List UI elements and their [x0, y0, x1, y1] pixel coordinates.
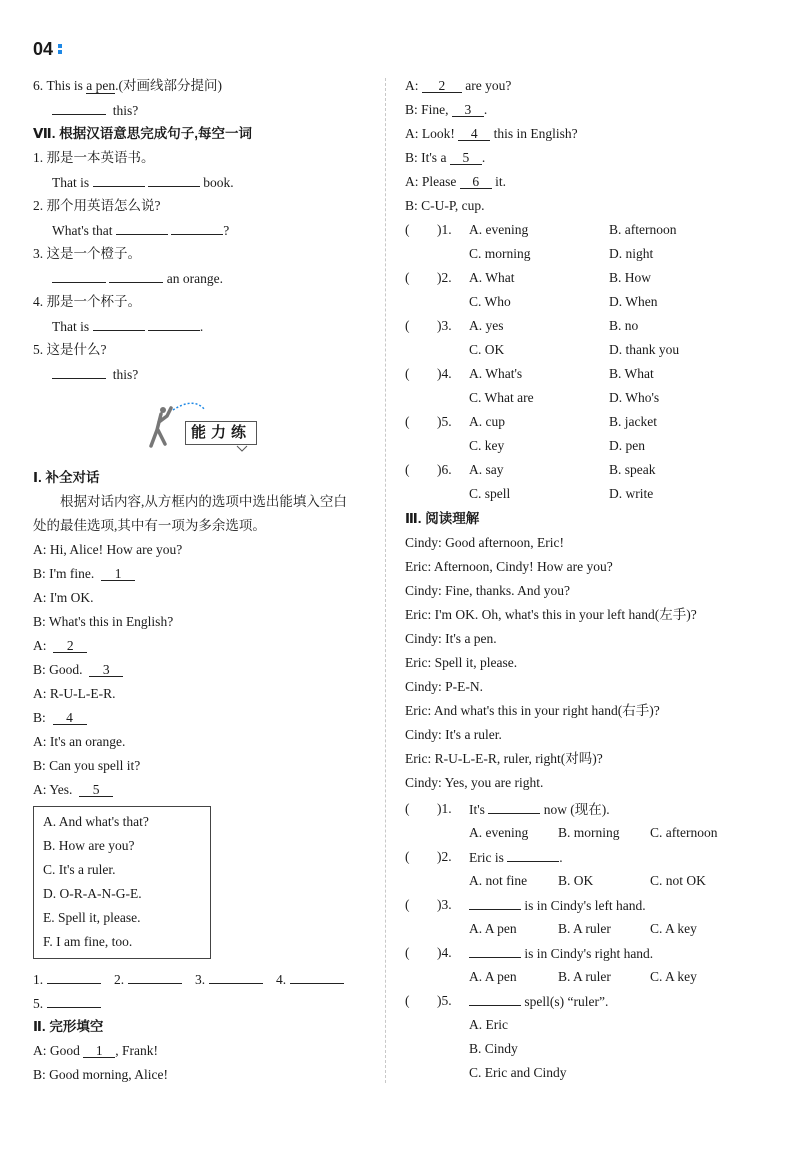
rq-option: C. not OK	[650, 873, 706, 888]
dialog-line: A: Hi, Alice! How are you?	[33, 542, 183, 557]
mc-option: A. What	[469, 270, 515, 285]
page-number: 04	[33, 39, 54, 59]
mc-option: C. What are	[469, 390, 534, 405]
mc-option: A. evening	[469, 222, 529, 237]
sec1-instruction-line-2: 处的最佳选项,其中有一项为多余选项。	[33, 518, 266, 533]
cloze-line: B: Fine, 3 .	[405, 102, 488, 117]
sec7-item-5-cn: 5. 这是什么?	[33, 342, 107, 357]
passage-line: Cindy: P-E-N.	[405, 679, 484, 694]
mc-option: D. Who's	[609, 390, 660, 405]
rq-option: B. A ruler	[558, 969, 611, 984]
rq-option: A. Eric	[469, 1017, 508, 1032]
rq-stem: Eric is .	[469, 850, 563, 865]
mc-number: )3.	[437, 318, 452, 333]
rq-option: A. not fine	[469, 873, 528, 888]
cloze-line: A: Look! 4 this in English?	[405, 126, 578, 141]
mc-option: C. Who	[469, 294, 511, 309]
section-1-title: Ⅰ. 补全对话	[33, 470, 100, 485]
mc-option: C. morning	[469, 246, 531, 261]
mc-option: D. write	[609, 486, 654, 501]
section-2-title: Ⅱ. 完形填空	[33, 1019, 104, 1034]
rq-option: B. OK	[558, 873, 594, 888]
question-6: 6. This is a pen.(对画线部分提问)	[33, 78, 222, 93]
rq-paren: (	[405, 849, 410, 864]
cloze-line: B: It's a 5 .	[405, 150, 486, 165]
section-3-title: Ⅲ. 阅读理解	[405, 511, 480, 526]
sec7-item-4-en: That is .	[52, 319, 204, 334]
mc-option: D. When	[609, 294, 658, 309]
sec7-item-1-en: That is book.	[52, 175, 234, 190]
mc-option: C. key	[469, 438, 505, 453]
sec7-item-3-cn: 3. 这是一个橙子。	[33, 246, 141, 261]
mc-option: B. How	[609, 270, 652, 285]
rq-option: C. A key	[650, 921, 697, 936]
mc-number: )4.	[437, 366, 452, 381]
sec7-item-2-en: What's that ?	[52, 223, 230, 238]
cloze-line: A: Good 1 , Frank!	[33, 1043, 158, 1058]
sec7-item-3-en: an orange.	[52, 269, 223, 288]
option-item: F. I am fine, too.	[43, 934, 133, 949]
dialog-line: A: Yes. 5	[33, 781, 113, 799]
rq-option: A. A pen	[469, 921, 517, 936]
sec1-instruction-line-1: 根据对话内容,从方框内的选项中选出能填入空白	[60, 494, 347, 509]
dialog-line: A: 2	[33, 637, 87, 655]
dialog-line: A: It's an orange.	[33, 734, 126, 749]
option-item: B. How are you?	[43, 838, 135, 853]
sec7-item-2-cn: 2. 那个用英语怎么说?	[33, 198, 161, 213]
dialog-line: A: I'm OK.	[33, 590, 94, 605]
rq-option: B. A ruler	[558, 921, 611, 936]
question-6-answer: this?	[52, 101, 138, 120]
mc-option: B. no	[609, 318, 639, 333]
cloze-line: B: Good morning, Alice!	[33, 1067, 168, 1082]
rq-option: B. Cindy	[469, 1041, 518, 1056]
mc-option: D. night	[609, 246, 654, 261]
passage-line: Cindy: Yes, you are right.	[405, 775, 544, 790]
dialog-line: B: I'm fine. 1	[33, 565, 135, 583]
mc-option: A. cup	[469, 414, 505, 429]
mc-paren: (	[405, 318, 410, 333]
option-item: D. O-R-A-N-G-E.	[43, 886, 142, 901]
rq-option: A. A pen	[469, 969, 517, 984]
rq-paren: (	[405, 897, 410, 912]
answer-row: 1. 2. 3. 4.	[33, 970, 344, 989]
sec7-item-5-en: this?	[52, 365, 138, 384]
passage-line: Eric: Spell it, please.	[405, 655, 518, 670]
mc-option: D. pen	[609, 438, 645, 453]
mc-option: B. afternoon	[609, 222, 677, 237]
sec7-item-1-cn: 1. 那是一本英语书。	[33, 150, 155, 165]
option-item: A. And what's that?	[43, 814, 149, 829]
cloze-line: B: C-U-P, cup.	[405, 198, 485, 213]
column-divider	[385, 78, 386, 1083]
rq-paren: (	[405, 945, 410, 960]
mc-option: A. yes	[469, 318, 504, 333]
rq-option: C. A key	[650, 969, 697, 984]
rq-stem: It's now (现在).	[469, 802, 610, 817]
dialog-line: B: What's this in English?	[33, 614, 174, 629]
mc-paren: (	[405, 414, 410, 429]
mc-paren: (	[405, 462, 410, 477]
passage-line: Eric: R-U-L-E-R, ruler, right(对吗)?	[405, 751, 603, 766]
rq-option: C. afternoon	[650, 825, 718, 840]
rq-stem: spell(s) “ruler”.	[469, 992, 608, 1011]
mc-option: C. OK	[469, 342, 505, 357]
rq-number: )3.	[437, 897, 452, 912]
mc-option: B. speak	[609, 462, 656, 477]
rq-stem: is in Cindy's right hand.	[469, 944, 653, 963]
passage-line: Eric: Afternoon, Cindy! How are you?	[405, 559, 613, 574]
rq-paren: (	[405, 801, 410, 816]
rq-option: C. Eric and Cindy	[469, 1065, 567, 1080]
passage-line: Cindy: Good afternoon, Eric!	[405, 535, 564, 550]
banner-label: 能力练	[185, 421, 257, 445]
mc-number: )2.	[437, 270, 452, 285]
dialog-line: B: Good. 3	[33, 661, 123, 679]
passage-line: Eric: I'm OK. Oh, what's this in your left hand(左手)?	[405, 607, 697, 622]
mc-number: )6.	[437, 462, 452, 477]
passage-line: Eric: And what's this in your right hand(右手)?	[405, 703, 660, 718]
dialog-line: B: 4	[33, 709, 87, 727]
answer-row: 5.	[33, 994, 101, 1013]
section-7-title: Ⅶ. 根据汉语意思完成句子,每空一词	[33, 126, 252, 141]
mc-paren: (	[405, 222, 410, 237]
dialog-line: A: R-U-L-E-R.	[33, 686, 116, 701]
page-mark-dot	[58, 50, 62, 54]
mc-paren: (	[405, 270, 410, 285]
mc-paren: (	[405, 366, 410, 381]
rq-stem: is in Cindy's left hand.	[469, 896, 646, 915]
passage-line: Cindy: It's a pen.	[405, 631, 497, 646]
passage-line: Cindy: It's a ruler.	[405, 727, 502, 742]
mc-option: A. What's	[469, 366, 523, 381]
mc-number: )5.	[437, 414, 452, 429]
mc-option: A. say	[469, 462, 504, 477]
rq-option: A. evening	[469, 825, 529, 840]
mc-option: B. jacket	[609, 414, 657, 429]
option-item: E. Spell it, please.	[43, 910, 141, 925]
mc-option: B. What	[609, 366, 654, 381]
cloze-line: A: Please 6 it.	[405, 174, 507, 189]
mc-number: )1.	[437, 222, 452, 237]
passage-line: Cindy: Fine, thanks. And you?	[405, 583, 570, 598]
rq-number: )1.	[437, 801, 452, 816]
cloze-line: A: 2 are you?	[405, 78, 512, 93]
sec7-item-4-cn: 4. 那是一个杯子。	[33, 294, 141, 309]
rq-number: )2.	[437, 849, 452, 864]
dialog-line: B: Can you spell it?	[33, 758, 141, 773]
mc-option: C. spell	[469, 486, 511, 501]
rq-option: B. morning	[558, 825, 620, 840]
section-banner	[145, 400, 257, 452]
mc-option: D. thank you	[609, 342, 680, 357]
option-item: C. It's a ruler.	[43, 862, 116, 877]
rq-paren: (	[405, 993, 410, 1008]
rq-number: )5.	[437, 993, 452, 1008]
rq-number: )4.	[437, 945, 452, 960]
page-mark-dot	[58, 44, 62, 48]
